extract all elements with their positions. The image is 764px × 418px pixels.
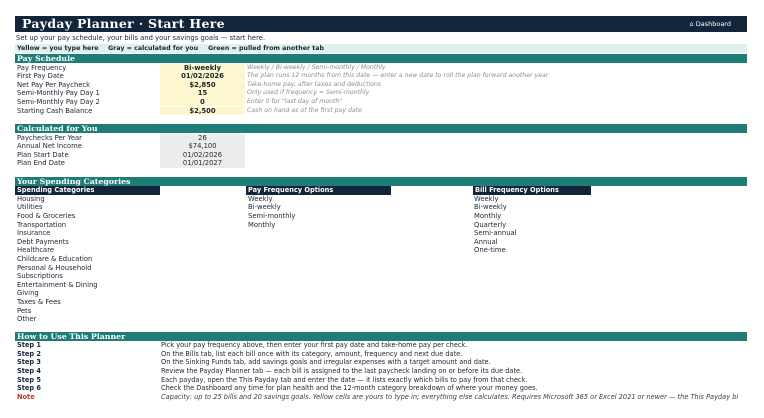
field-label: Paychecks Per Year <box>17 133 82 142</box>
list-item: Quarterly <box>474 220 507 229</box>
list-item: Food & Groceries <box>17 212 76 220</box>
step-text: Check the Dashboard any time for plan health and the 12-month category breakdown of where your money goes. <box>161 384 538 393</box>
note-label: Note <box>17 392 35 401</box>
semi-monthly-day-2-input[interactable]: 0 <box>160 98 245 107</box>
list-item: Subscriptions <box>17 272 63 281</box>
field-hint: Weekly / Bi-weekly / Semi-monthly / Monthly <box>247 63 386 71</box>
list-item: One-time <box>474 246 506 255</box>
list-item: Bi-weekly <box>248 203 281 212</box>
step-row <box>0 350 764 359</box>
step-text: Pick your pay frequency above, then enter your first pay date and take-home pay per check. <box>161 341 468 350</box>
list-item: Monthly <box>474 212 502 220</box>
list-item: Personal & Household <box>17 263 92 272</box>
row-semi-monthly-day-2 <box>0 98 764 107</box>
list-item: Bi-weekly <box>474 203 507 212</box>
step-row <box>0 384 764 393</box>
step-row <box>0 367 764 376</box>
step-text: On the Sinking Funds tab, add savings goals and irregular expenses with a target amount and date. <box>161 358 491 367</box>
step-text: Each payday, open the This Payday tab and enter the date — it lists exactly which bills to pay from that check. <box>161 375 528 384</box>
field-hint: Take-home pay, after taxes and deductions <box>247 80 382 88</box>
color-legend <box>15 44 747 53</box>
list-item: Debt Payments <box>17 237 69 246</box>
legend-green: Green = pulled from another tab <box>208 45 325 52</box>
row-plan-end-date <box>0 159 764 168</box>
row-pay-frequency <box>0 64 764 73</box>
pay-frequency-input[interactable]: Bi-weekly <box>160 64 245 73</box>
step-label: Step 2 <box>17 349 41 358</box>
list-item: Weekly <box>474 194 499 203</box>
page-subtitle: Set up your pay schedule, your bills and your savings goals — start here. <box>16 34 266 42</box>
starting-cash-input[interactable]: $2,500 <box>160 107 245 116</box>
first-pay-date-input[interactable]: 01/02/2026 <box>160 72 245 81</box>
bill-frequency-options-header: Bill Frequency Options <box>473 186 591 195</box>
step-label: Step 5 <box>17 375 41 384</box>
spending-categories-header: Spending Categories <box>15 186 160 195</box>
semi-monthly-day-1-input[interactable]: 15 <box>160 89 245 98</box>
field-hint: The plan runs 12 months from this date — enter a new date to roll the plan forward another year <box>247 72 549 80</box>
list-item: Utilities <box>17 203 43 212</box>
list-item: Semi-monthly <box>248 212 296 220</box>
page-title: Payday Planner · Start Here <box>22 16 225 31</box>
list-item: Other <box>17 315 37 324</box>
step-row <box>0 341 764 350</box>
list-item: Transportation <box>17 220 67 229</box>
paychecks-per-year-value: 26 <box>160 134 245 143</box>
field-hint: Only used if frequency = Semi-monthly <box>247 89 370 97</box>
step-label: Step 1 <box>17 341 41 350</box>
plan-end-date-value: 01/01/2027 <box>160 159 245 168</box>
section-calculated: Calculated for You <box>15 124 747 133</box>
field-label: First Pay Date <box>17 72 64 81</box>
row-first-pay-date <box>0 72 764 81</box>
row-semi-monthly-day-1 <box>0 89 764 98</box>
dashboard-link[interactable]: ⌂ Dashboard <box>689 20 731 28</box>
field-hint: Enter 0 for "last day of month" <box>247 97 343 105</box>
list-item: Monthly <box>248 220 276 229</box>
step-label: Step 3 <box>17 358 41 367</box>
list-item: Insurance <box>17 229 51 238</box>
note-row <box>0 393 764 402</box>
field-label: Plan Start Date <box>17 150 69 159</box>
step-text: Review the Payday Planner tab — each bill is assigned to the last paycheck landing on or before its due date. <box>161 367 523 375</box>
pay-frequency-options-header: Pay Frequency Options <box>246 186 391 195</box>
field-label: Pay Frequency <box>17 63 67 72</box>
list-item: Entertainment & Dining <box>17 280 98 289</box>
list-item: Healthcare <box>17 246 55 255</box>
list-item: Pets <box>17 306 32 315</box>
row-annual-net-income <box>0 142 764 151</box>
field-label: Net Pay Per Paycheck <box>17 80 91 89</box>
step-row <box>0 376 764 385</box>
annual-net-income-value: $74,100 <box>160 142 245 151</box>
field-hint: Cash on hand as of the first pay date <box>247 106 362 114</box>
section-pay-schedule: Pay Schedule <box>15 54 747 63</box>
legend-yellow: Yellow = you type here <box>17 45 99 52</box>
list-item: Taxes & Fees <box>17 298 61 306</box>
step-text: On the Bills tab, list each bill once with its category, amount, frequency and next due date. <box>161 349 463 358</box>
row-paychecks-per-year <box>0 134 764 143</box>
legend-gray: Gray = calculated for you <box>108 45 199 52</box>
title-bar <box>15 16 747 32</box>
field-label: Starting Cash Balance <box>17 106 93 115</box>
section-how-to-use: How to Use This Planner <box>15 332 747 341</box>
field-label: Annual Net Income <box>17 142 82 151</box>
list-item: Weekly <box>248 194 273 203</box>
field-label: Plan End Date <box>17 159 65 168</box>
step-label: Step 4 <box>17 367 41 375</box>
plan-start-date-value: 01/02/2026 <box>160 151 245 160</box>
list-item: Giving <box>17 289 39 298</box>
row-net-pay <box>0 81 764 90</box>
net-pay-input[interactable]: $2,850 <box>160 81 245 90</box>
list-item: Housing <box>17 194 45 203</box>
note-text: Capacity: up to 25 bills and 20 savings goals. Yellow cells are yours to type in; everything else calculates. Requires Microsoft 365 or Excel 2021 or newer — the This Payday bi <box>161 392 739 401</box>
list-item: Annual <box>474 237 498 246</box>
step-row <box>0 358 764 367</box>
section-spending-categories: Your Spending Categories <box>15 177 747 186</box>
list-item: Semi-annual <box>474 229 517 238</box>
list-item: Childcare & Education <box>17 255 93 263</box>
row-starting-cash <box>0 107 764 116</box>
row-plan-start-date <box>0 151 764 160</box>
field-label: Semi-Monthly Pay Day 2 <box>17 97 100 106</box>
step-label: Step 6 <box>17 384 41 393</box>
field-label: Semi-Monthly Pay Day 1 <box>17 89 100 98</box>
